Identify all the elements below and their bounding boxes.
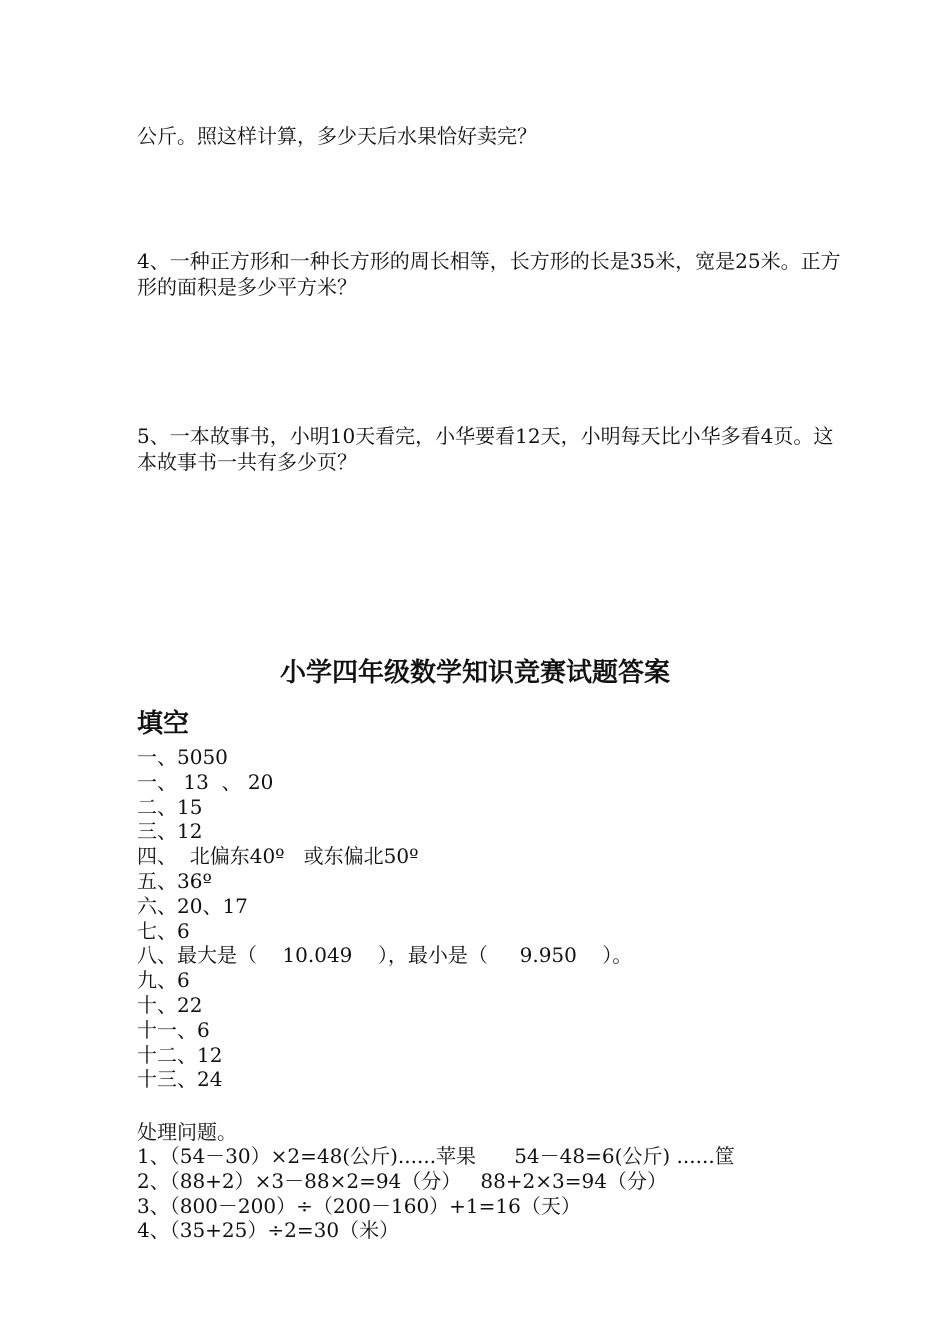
fill-heading: 填空 — [137, 709, 190, 739]
question-4: 4、一种正方形和一种长方形的周长相等，长方形的长是35米，宽是25米。正方形的面积是多少平方米？ — [137, 249, 841, 299]
solve-answer: 2、（88+2）×3－88×2=94（分） 88+2×3=94（分） — [137, 1168, 667, 1193]
answers-title: 小学四年级数学知识竞赛试题答案 — [279, 658, 670, 688]
fill-answer: 一、5050 — [137, 745, 228, 769]
fill-answer: 六、20、17 — [137, 893, 248, 918]
fill-answers-list — [137, 745, 632, 1092]
fill-answer: 八、最大是（ 10.049 ），最小是（ 9.950 ）。 — [137, 943, 633, 968]
fill-answer: 一、 13 、 20 — [137, 769, 274, 794]
fill-answer: 十二、12 — [137, 1042, 223, 1067]
fill-answer: 二、15 — [137, 794, 203, 819]
fill-answer: 十、22 — [137, 992, 203, 1017]
fill-answer: 十三、24 — [137, 1067, 223, 1092]
solve-answer: 1、（54－30）×2=48(公斤)......苹果 54－48=6(公斤) ......筐 — [137, 1144, 735, 1168]
fill-answer: 三、12 — [137, 819, 203, 844]
solve-answer: 4、（35+25）÷2=30（米） — [137, 1218, 400, 1243]
fill-answer: 七、6 — [137, 918, 190, 943]
solve-answers-list — [137, 1144, 735, 1243]
solve-answer: 3、（800－200）÷（200－160）+1=16（天） — [137, 1193, 581, 1218]
question-5: 5、一本故事书，小明10天看完，小华要看12天，小明每天比小华多看4页。这本故事书一共有多少页？ — [137, 424, 834, 474]
question-3-tail: 公斤。照这样计算，多少天后水果恰好卖完？ — [137, 124, 537, 148]
fill-answer: 九、6 — [137, 968, 190, 993]
solve-heading: 处理问题。 — [137, 1120, 237, 1144]
fill-answer: 五、36º — [137, 868, 212, 893]
fill-answer: 四、 北偏东40º 或东偏北50º — [137, 844, 419, 869]
fill-answer: 十一、6 — [137, 1017, 210, 1042]
